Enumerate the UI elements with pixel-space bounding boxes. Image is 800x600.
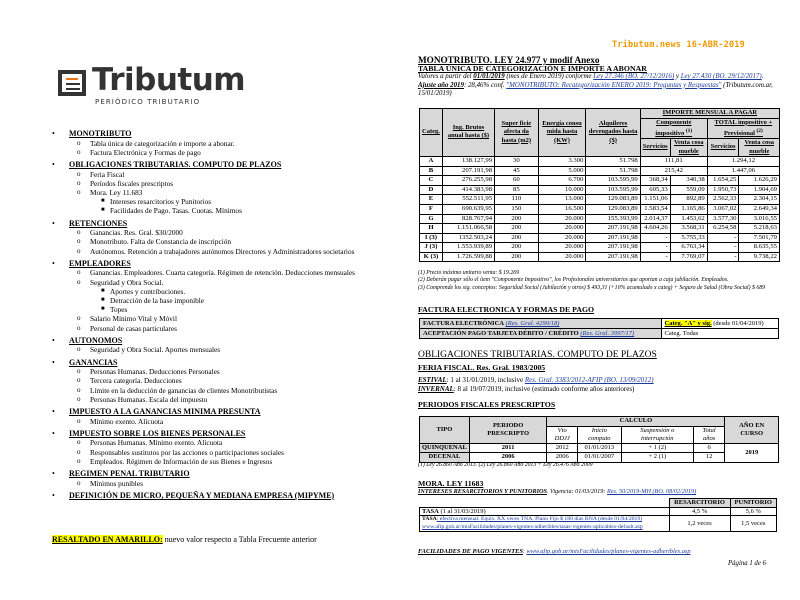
cell-sup: 200: [495, 243, 539, 253]
circle-bullet-icon: o: [77, 246, 81, 255]
prescriptos-table: [419, 416, 779, 463]
monotributo-subtitle: TABLA ÚNICA DE CATEGORIZACIÓN E IMPORTE A ABONAR: [418, 64, 647, 74]
table-row: [420, 195, 780, 205]
table-row: [420, 204, 780, 214]
toc-section[interactable]: [40, 219, 380, 229]
toc-section[interactable]: [40, 429, 380, 439]
toc-item-label: Personas Humanas. Mínimo exento. Alícuota: [90, 438, 223, 448]
table-row: [420, 243, 780, 253]
toc-item-label: Mínimos punibles: [90, 478, 143, 488]
cell-tserv: 3.577,30: [707, 214, 739, 224]
obligaciones-section: [418, 351, 780, 409]
aceptacion-pago-cell: ACEPTACIÓN PAGO TARJETA DÉBITO / CRÉDITO (Res. Gral. 3997/17): [420, 329, 662, 339]
toc-item[interactable]: [40, 170, 380, 179]
bullet-icon: •: [52, 160, 55, 169]
cell-cat: A: [420, 156, 443, 166]
toc-item[interactable]: [40, 345, 380, 354]
rg-3997-link[interactable]: (Res. Gral. 3997/17): [580, 330, 635, 337]
cell-cat: C: [420, 176, 443, 186]
cell-sup: 200: [495, 214, 539, 224]
monotributo-title: MONOTRIBUTO. LEY 24.977 y modif Anexo: [418, 55, 600, 65]
newspaper-icon: [58, 70, 86, 96]
circle-bullet-icon: o: [77, 345, 81, 354]
toc-section-title[interactable]: EMPLEADORES: [69, 258, 131, 268]
toc-item-label: Empleados. Régimen de Información de sus Bienes e Ingresos: [90, 456, 273, 466]
table-row: TASA (1 al 31/03/2019) 4,5 % 5,6 %: [420, 507, 777, 516]
table-of-contents: [40, 126, 380, 500]
logo-name: Tributum: [92, 62, 246, 98]
toc-subitem[interactable]: [40, 287, 380, 296]
toc-item-label: Monotributo. Falta de Constancia de inscripción: [90, 237, 232, 247]
toc-item-label: Mora. Ley 11.683: [90, 188, 143, 197]
circle-bullet-icon: o: [77, 314, 81, 323]
ley-27346-link[interactable]: Ley 27.346 (BO. 27/12/2016): [593, 73, 675, 81]
circle-bullet-icon: o: [77, 394, 81, 403]
table-row: [420, 224, 780, 234]
cell-ing: 552.511,95: [442, 195, 494, 205]
bullet-icon: •: [52, 129, 55, 138]
circle-bullet-icon: o: [77, 178, 81, 187]
toc-section-title[interactable]: OBLIGACIONES TRIBUTARIAS. COMPUTO DE PLAZOS: [69, 160, 282, 169]
circle-bullet-icon: o: [77, 169, 81, 178]
bullet-icon: •: [52, 428, 55, 438]
obligaciones-title: OBLIGACIONES TRIBUTARIAS. COMPUTO DE PLAZOS: [418, 350, 657, 360]
col-total-anios: Total años: [693, 426, 725, 443]
cell-alq: 207.191,98: [586, 233, 640, 243]
rg-3383-link[interactable]: Res. Gral. 3383/2012-AFIP (BO. 13/09/2012): [524, 376, 654, 385]
square-bullet-icon: ■: [101, 207, 105, 214]
toc-section[interactable]: [40, 469, 380, 479]
bullet-icon: •: [52, 490, 55, 500]
cell-cat: F: [420, 204, 443, 214]
col-venta-total: Venta cosa mueble: [739, 139, 780, 157]
aceptacion-categ-cell: Categ. Todas: [661, 329, 778, 339]
circle-bullet-icon: o: [77, 447, 81, 456]
rg-4290-link[interactable]: (Res. Gral. 4290/18): [505, 320, 560, 327]
cell-tserv: 3.067,02: [707, 204, 739, 214]
col-periodo: PERIODO PRESCRIPTO: [469, 417, 547, 444]
toc-item[interactable]: [40, 268, 380, 277]
categorization-table: [419, 108, 780, 262]
circle-bullet-icon: o: [77, 385, 81, 394]
footnote: (3) Comprende los sig. conceptos: Seguridad Social (Jubilación y otros) $ 493,31 (+10% acumulado x categ) + Seguro de Salud (Obra Social) $ 689: [418, 284, 766, 291]
toc-item[interactable]: [40, 438, 380, 447]
toc-item[interactable]: [40, 457, 380, 466]
cell-tserv: 1.294,12: [707, 156, 779, 166]
col-resarcitorio: RESARCITORIO: [669, 499, 730, 508]
cell-ing: 276.255,98: [442, 176, 494, 186]
circle-bullet-icon: o: [77, 188, 81, 196]
toc-section-title[interactable]: DEFINICIÓN DE MICRO, PEQUEÑA Y MEDIANA EMPRESA (MIPYME): [69, 490, 335, 500]
toc-item-label: Seguridad y Obra Social. Aportes mensuales: [90, 345, 221, 355]
cell-ing: 1352.503,24: [442, 233, 494, 243]
toc-section-title[interactable]: IMPUESTO SOBRE LOS BIENES PERSONALES: [69, 428, 246, 438]
toc-subitem-label: Topes: [110, 305, 128, 315]
page-number: Página 1 de 6: [728, 560, 766, 567]
toc-subitem-label: Detracción de la base imponible: [110, 296, 205, 306]
facilidades-link[interactable]: www.afip.gob.ar/misFacilidades/planes-vigentes-adheribles.asp: [526, 548, 691, 555]
cell-ing: 1.151.066,58: [442, 224, 494, 234]
toc-section-title[interactable]: GANANCIAS: [69, 357, 118, 367]
factura-categ-cell: Categ. "A" y sig. (desde 01/04/2019): [661, 319, 778, 329]
cell-ene: 5.000: [538, 166, 586, 176]
monotributo-intro: Valores a partir del 01/01/2019 (mes de Enero 2019) conforme Ley 27.346 (BO. 27/12/2016) y Ley 27.430 (BO. 29/12/2017). Ajuste año 2019: 28,46% conf. "MONOTRIBUTO: Recategorización ENERO 2019: Preguntas y Respuestas" (Tributum.com.ar, 15/01/2019): [418, 73, 773, 97]
logo-subtitle: PERIÓDICO TRIBUTARIO: [95, 98, 201, 106]
cell-tserv: -: [707, 252, 739, 262]
toc-item-label: Salario Mínimo Vital y Móvil: [90, 314, 177, 324]
cell-tserv: 6.254,58: [707, 224, 739, 234]
cell-venta: 5.755,33: [670, 233, 707, 243]
circle-bullet-icon: o: [77, 456, 81, 465]
toc-subitem[interactable]: [40, 206, 380, 215]
cell-venta: 1.165,86: [670, 204, 707, 214]
col-categ: Categ.: [420, 109, 443, 157]
col-calculo: CALCULO: [547, 417, 725, 427]
cell-sup: 110: [495, 195, 539, 205]
cell-sup: 30: [495, 156, 539, 166]
cell-ene: 13.000: [538, 195, 586, 205]
toc-item[interactable]: [40, 247, 380, 256]
cell-ene: 20.000: [538, 243, 586, 253]
cell-tserv: 1.654,25: [707, 176, 739, 186]
cell-ing: 690.639,95: [442, 204, 494, 214]
cell-tventa: 2.304,15: [739, 195, 780, 205]
toc-item-label: Personas Humanas. Deducciones Personales: [90, 367, 220, 377]
bullet-icon: •: [52, 469, 55, 479]
cell-alq: 51.798: [586, 166, 640, 176]
toc-subitem[interactable]: [40, 296, 380, 305]
cell-ing: 207.191,98: [442, 166, 494, 176]
toc-item[interactable]: [40, 139, 380, 148]
toc-section[interactable]: [40, 491, 380, 501]
toc-item[interactable]: [40, 367, 380, 376]
cell-venta: 559,09: [670, 185, 707, 195]
col-energia: Energía consu mida hasta (KW): [538, 109, 586, 157]
cell-ene: 6.700: [538, 176, 586, 186]
toc-item-label: Mínimo exento. Alícuota: [90, 416, 164, 426]
cell-alq: 103.595,99: [586, 176, 640, 186]
toc-item[interactable]: [40, 479, 380, 488]
cell-alq: 103.595,99: [586, 185, 640, 195]
toc-item[interactable]: [40, 314, 380, 323]
cell-tventa: 1.626,29: [739, 176, 780, 186]
mora-title: MORA. LEY 11683: [418, 479, 484, 488]
cell-venta: 7.769,07: [670, 252, 707, 262]
bullet-icon: •: [52, 407, 55, 417]
anio-en-curso: 2019: [725, 443, 779, 462]
square-bullet-icon: ■: [101, 287, 105, 294]
col-inicio: Inicio computo: [577, 426, 621, 443]
toc-section-title[interactable]: MONOTRIBUTO: [69, 129, 132, 138]
circle-bullet-icon: o: [77, 323, 81, 332]
cell-serv: -: [640, 243, 670, 253]
toc-section-title[interactable]: REGIMEN PENAL TRIBUTARIO: [69, 469, 190, 479]
col-venta: Venta cosa mueble: [670, 139, 707, 157]
square-bullet-icon: ■: [101, 198, 105, 205]
toc-item-label: Feria Fiscal: [90, 169, 125, 179]
highlight-label: RESALTADO EN AMARILLO:: [52, 535, 163, 544]
cell-ene: 20.000: [538, 233, 586, 243]
footnote: (2) Deberán pagar sólo el ítem "Componente Impositivo", los Profesionales universitarios que aportan a caja jubilación. Empleados.: [418, 277, 729, 284]
cell-serv: 368,34: [640, 176, 670, 186]
table-row: [420, 176, 780, 186]
toc-item-label: Ganancias. Res. Gral. $30/2000: [90, 228, 183, 238]
cell-serv: 4.604,26: [640, 224, 670, 234]
col-componente: Componente impositivo $^{(1)}$: [640, 118, 707, 139]
toc-subitem-label: Intereses resarcitorios y Punitorios: [110, 197, 212, 207]
table-row: [420, 252, 780, 262]
toc-item[interactable]: [40, 188, 380, 197]
cell-cat: E: [420, 195, 443, 205]
cell-alq: 129.083,89: [586, 195, 640, 205]
toc-item[interactable]: [40, 395, 380, 404]
cell-tventa: 9.738,22: [739, 252, 780, 262]
circle-bullet-icon: o: [77, 138, 81, 147]
factura-table: [419, 318, 779, 339]
toc-item-label: Responsables sustitutos por las acciones o participaciones sociales: [90, 447, 284, 457]
cell-alq: 51.798: [586, 156, 640, 166]
prescriptos-notes: (1) Ley 26.860 Año 2013. (2) Ley 26.860 Año 2013 + Ley 26.476 Año 2009: [418, 462, 593, 468]
toc-item[interactable]: [40, 376, 380, 385]
toc-item[interactable]: [40, 237, 380, 246]
cell-serv: 1.151,06: [640, 195, 670, 205]
toc-item-label: Períodos fiscales prescriptos: [90, 178, 174, 188]
mora-table: [419, 498, 777, 532]
cell-serv: -: [640, 252, 670, 262]
cell-cat: J (3): [420, 243, 443, 253]
cell-venta: 1.453,62: [670, 214, 707, 224]
cell-ing: 138.127,99: [442, 156, 494, 166]
cell-ene: 3.300: [538, 156, 586, 166]
cell-ene: 16.500: [538, 204, 586, 214]
toc-item-label: Límite en la deducción de ganancias de clientes Monotributistas: [90, 385, 278, 395]
toc-section[interactable]: [40, 358, 380, 368]
toc-subitem[interactable]: [40, 305, 380, 314]
toc-section[interactable]: [40, 160, 380, 170]
circle-bullet-icon: o: [77, 376, 81, 385]
toc-item-label: Tabla única de categorización e importe a abonar.: [90, 138, 235, 148]
cell-serv: 605,33: [640, 185, 670, 195]
footnote: (1) Precio máximo unitario venta: $ 19.269: [418, 270, 520, 276]
cell-cat: I (3): [420, 233, 443, 243]
cell-tserv: 1.447,06: [707, 166, 779, 176]
cell-venta: 3.568,31: [670, 224, 707, 234]
bullet-icon: •: [52, 357, 55, 367]
cell-sup: 200: [495, 224, 539, 234]
cell-ene: 20.000: [538, 214, 586, 224]
cell-venta: 6.763,34: [670, 243, 707, 253]
recategorizacion-link[interactable]: "MONOTRIBUTO: Recategorización ENERO 2019: Preguntas y Respuestas": [506, 81, 722, 89]
cell-ene: 20.000: [538, 224, 586, 234]
col-susp: Suspensión o interrupción: [621, 426, 693, 443]
cell-cat: G: [420, 214, 443, 224]
cell-sup: 60: [495, 176, 539, 186]
col-tipo: TIPO: [420, 417, 470, 444]
cell-alq: 207.191,98: [586, 243, 640, 253]
cell-serv: -: [640, 233, 670, 243]
table-row: [420, 214, 780, 224]
col-total: TOTAL impositivo + Previsional $^{(2)}$: [707, 118, 779, 139]
highlight-legend: [52, 535, 317, 544]
cell-cat: B: [420, 166, 443, 176]
intereses-line: INTERESES RESARCITORIOS Y PUNITORIOS. Vigencia: 01/03/2019: Res. 50/2019-MH (BO. 08/02/2019): [418, 488, 697, 496]
cell-ing: 414.383,98: [442, 185, 494, 195]
circle-bullet-icon: o: [77, 147, 81, 156]
table-row: QUINQUENAL 2011 2012 01/01/2013 + 1 (2) 6 2019: [420, 443, 779, 453]
cell-cat: H: [420, 224, 443, 234]
toc-item-label: Autónomos. Retención a trabajadores autónomos Directores y Administradores societarios: [90, 246, 355, 256]
cell-ing: 1.726.599,88: [442, 252, 494, 262]
circle-bullet-icon: o: [77, 478, 81, 487]
circle-bullet-icon: o: [77, 268, 81, 277]
col-vto: Vto DDJJ: [547, 426, 577, 443]
table-footnotes: [418, 270, 780, 292]
res-50-link[interactable]: Res. 50/2019-MH (BO. 08/02/2019): [606, 488, 697, 496]
cell-serv: 111,81: [640, 156, 707, 166]
col-superficie: Super ficie afecta da hasta (m2): [495, 109, 539, 157]
invernal-line: INVERNAL: 8 al 19/07/2019, inclusive (estimado conforme años anteriores): [418, 384, 635, 393]
tributum-logo: [58, 62, 246, 118]
cell-tserv: 1.950,73: [707, 185, 739, 195]
cell-sup: 200: [495, 233, 539, 243]
estival-line: ESTIVAL: 1 al 31/01/2019, inclusive Res. Gral. 3383/2012-AFIP (BO. 13/09/2012): [418, 376, 654, 385]
toc-item[interactable]: [40, 278, 380, 287]
ley-27430-link[interactable]: Ley 27.430 (BO. 29/12/2017): [680, 73, 762, 81]
cell-ene: 10.000: [538, 185, 586, 195]
cell-serv: 2.014,37: [640, 214, 670, 224]
factura-electronica-cell: FACTURA ELECTRÓNICA (Res. Gral. 4290/18): [420, 319, 662, 329]
col-ingresos: Ing. Brutos anual hasta ($): [442, 109, 494, 157]
cell-tserv: -: [707, 243, 739, 253]
table-row: TASA: efectiva mensual. Equiv. XX veces TNA. Plano Fijo $ 180 días BNA (desde 01/04/2019) www.afip.gob.ar/misFacilidades/planes-vigentes-adheribles/tasas-vigentes-aplicables-default.asp 1,2 veces 1,5 veces: [420, 516, 777, 532]
factura-section-title: FACTURA ELECTRONICA Y FORMAS DE PAGO: [418, 305, 595, 314]
toc-section-title[interactable]: IMPUESTO A LA GANANCIAS MINIMA PRESUNTA: [69, 407, 261, 417]
table-row: [420, 166, 780, 176]
toc-item[interactable]: [40, 179, 380, 188]
cell-cat: K (3): [420, 252, 443, 262]
bullet-icon: •: [52, 258, 55, 268]
brand-tag: Tributum.news 16-ABR-2019: [612, 40, 745, 50]
cell-sup: 200: [495, 252, 539, 262]
cell-sup: 45: [495, 166, 539, 176]
toc-item-label: Factura Electrónica y Formas de pago: [90, 147, 201, 157]
toc-item-label: Seguridad y Obra Social.: [90, 277, 164, 287]
col-servicios-total: Servicios: [707, 139, 739, 157]
prescriptos-title: PERIODOS FISCALES PRESCRIPTOS: [418, 399, 556, 409]
toc-section-title[interactable]: AUTONOMOS: [69, 335, 123, 345]
toc-section-title[interactable]: RETENCIONES: [69, 218, 128, 228]
circle-bullet-icon: o: [77, 277, 81, 286]
toc-item[interactable]: [40, 417, 380, 426]
cell-tventa: 1.904,69: [739, 185, 780, 195]
col-punitorio: PUNITORIO: [730, 499, 776, 508]
col-anio: AÑO EN CURSO: [725, 417, 779, 444]
cell-alq: 129.083,89: [586, 204, 640, 214]
tasas-vigentes-link[interactable]: : efectiva mensual. Equiv. XX veces TNA. Plano Fijo $ 180 días BNA (desde 01/04/2019) www.afip.gob.ar/misFacilidades/planes-vigentes-adheribles/tasas-vigentes-aplicables-default.asp: [422, 516, 643, 530]
feria-fiscal-title: FERIA FISCAL. Res. Gral. 1983/2005: [418, 363, 546, 373]
cell-tventa: 8.635,55: [739, 243, 780, 253]
toc-subitem-label: Facilidades de Pago. Tasas. Cuotas. Mínimos: [110, 206, 242, 216]
toc-subitem[interactable]: [40, 197, 380, 206]
table-row: [420, 156, 780, 166]
cell-ene: 20.000: [538, 252, 586, 262]
toc-item[interactable]: [40, 324, 380, 333]
square-bullet-icon: ■: [101, 297, 105, 304]
toc-item-label: Tercera categoría. Deducciones: [90, 376, 182, 386]
cell-venta: 892,89: [670, 195, 707, 205]
cell-alq: 207.191,98: [586, 252, 640, 262]
cell-tventa: 3.016,55: [739, 214, 780, 224]
toc-section[interactable]: [40, 336, 380, 346]
col-alquileres: Alquileres devengados hasta ($): [586, 109, 640, 157]
toc-item-label: Personal de casas particulares: [90, 323, 177, 333]
circle-bullet-icon: o: [77, 416, 81, 425]
mora-section: [418, 480, 780, 496]
cell-ing: 1.553.939,89: [442, 243, 494, 253]
circle-bullet-icon: o: [77, 438, 81, 447]
table-row: [420, 185, 780, 195]
cell-tventa: 7.501,79: [739, 233, 780, 243]
cell-ing: 828.767,94: [442, 214, 494, 224]
table-row: DECENAL 2006 2006 01/01/2007 + 2 (1) 12: [420, 453, 779, 463]
cell-serv: 1.583,54: [640, 204, 670, 214]
table-row: [420, 233, 780, 243]
bullet-icon: •: [52, 218, 55, 228]
toc-item-label: Ganancias. Empleadores. Cuarta categoría. Régimen de retención. Deducciones mensuales: [90, 268, 356, 278]
toc-item[interactable]: [40, 386, 380, 395]
toc-item[interactable]: [40, 448, 380, 457]
cell-tserv: 2.562,33: [707, 195, 739, 205]
col-servicios: Servicios: [640, 139, 670, 157]
cell-alq: 207.191,98: [586, 224, 640, 234]
cell-tventa: 2.649,34: [739, 204, 780, 214]
cell-serv: 215,42: [640, 166, 707, 176]
toc-section[interactable]: [40, 407, 380, 417]
cell-venta: 340,38: [670, 176, 707, 186]
cell-tserv: -: [707, 233, 739, 243]
cell-sup: 150: [495, 204, 539, 214]
toc-subitem-label: Aportes y contribuciones.: [110, 286, 186, 296]
circle-bullet-icon: o: [77, 367, 81, 376]
circle-bullet-icon: o: [77, 228, 81, 237]
cell-alq: 155.393,99: [586, 214, 640, 224]
toc-section[interactable]: [40, 259, 380, 269]
circle-bullet-icon: o: [77, 237, 81, 246]
cell-sup: 85: [495, 185, 539, 195]
cell-tventa: 5.218,63: [739, 224, 780, 234]
toc-item-label: Personas Humanas. Escala del impuesto: [90, 394, 208, 404]
cell-cat: D: [420, 185, 443, 195]
bullet-icon: •: [52, 335, 55, 345]
square-bullet-icon: ■: [101, 306, 105, 313]
toc-item[interactable]: [40, 228, 380, 237]
col-importe: IMPORTE MENSUAL A PAGAR: [640, 109, 779, 119]
monotributo-section: [418, 56, 780, 98]
highlight-text: nuevo valor respecto a Tabla Frecuente anterior: [162, 535, 317, 544]
toc-item[interactable]: [40, 148, 380, 157]
toc-section[interactable]: [40, 129, 380, 139]
facilidades-line: FACILIDADES DE PAGO VIGENTES: www.afip.gob.ar/misFacilidades/planes-vigentes-adheribles.asp: [418, 548, 691, 555]
